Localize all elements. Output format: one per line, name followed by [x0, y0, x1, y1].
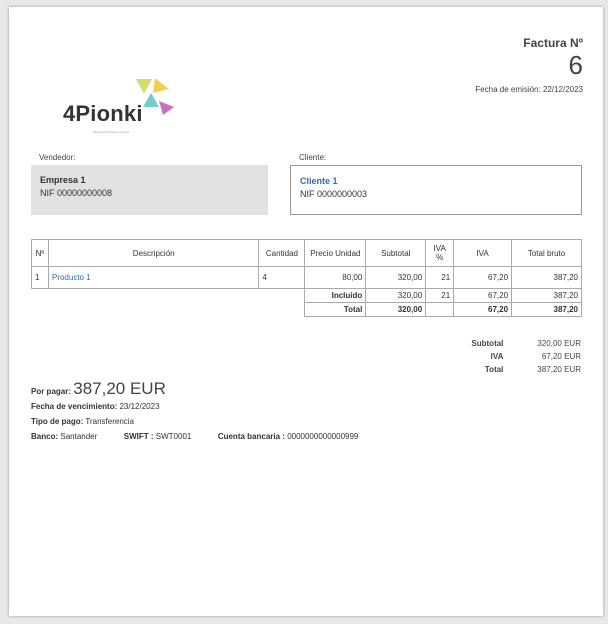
issue-date-value: 22/12/2023 [542, 85, 583, 94]
included-gross: 387,20 [512, 289, 582, 303]
seller-nif: NIF 00000000008 [40, 188, 113, 198]
seller-name: Empresa 1 [40, 175, 86, 185]
product-link[interactable]: Producto 1 [48, 267, 258, 289]
summary-vat-label: IVA [490, 352, 504, 361]
invoice-label: Factura Nº [523, 36, 583, 50]
summary-vat: 67,20 EUR [541, 352, 581, 361]
row-vat-pct: 21 [426, 267, 454, 289]
payment-type [31, 414, 358, 429]
included-row [32, 289, 582, 303]
payment-type-value: Transferencia [85, 417, 134, 426]
amount-due-label: Por pagar: [31, 387, 72, 396]
invoice-page [9, 7, 603, 616]
summary-subtotal: 320,00 EUR [537, 339, 581, 348]
payment-info [31, 381, 358, 444]
table-row [32, 267, 582, 289]
row-quantity: 4 [259, 267, 305, 289]
seller-box [31, 165, 268, 215]
included-label: Incluido [305, 289, 366, 303]
total-row [32, 303, 582, 317]
row-number: 1 [32, 267, 49, 289]
invoice-header [475, 36, 583, 94]
due-date-value: 23/12/2023 [119, 402, 160, 411]
bank-details [31, 429, 358, 444]
included-subtotal: 320,00 [366, 289, 426, 303]
row-unit-price: 80,00 [305, 267, 366, 289]
row-subtotal: 320,00 [366, 267, 426, 289]
included-vat: 67,20 [454, 289, 512, 303]
client-label: Cliente: [299, 153, 327, 162]
row-vat: 67,20 [454, 267, 512, 289]
column-header: IVA [454, 240, 512, 267]
issue-date-label: Fecha de emisión: [475, 85, 541, 94]
bank-label: Banco: [31, 432, 59, 441]
totals-summary [471, 337, 581, 376]
amount-due [31, 381, 358, 399]
logo-tagline: Mega technologie voorleed [93, 130, 130, 134]
total-vat: 67,20 [454, 303, 512, 317]
summary-total: 387,20 EUR [537, 365, 581, 374]
summary-subtotal-label: Subtotal [471, 339, 504, 348]
swift-label: SWIFT : [123, 432, 154, 441]
total-subtotal: 320,00 [366, 303, 426, 317]
items-table [31, 239, 582, 317]
account-label: Cuenta bancaria : [217, 432, 285, 441]
swift-value: SWT0001 [155, 432, 192, 441]
row-gross: 387,20 [512, 267, 582, 289]
company-logo [63, 77, 183, 137]
due-date-label: Fecha de vencimiento: [31, 402, 118, 411]
total-label: Total [305, 303, 366, 317]
logo-text: 4Pionki [63, 101, 143, 126]
seller-label: Vendedor: [39, 153, 76, 162]
column-header: Cantidad [259, 240, 305, 267]
total-gross: 387,20 [512, 303, 582, 317]
payment-type-label: Tipo de pago: [31, 417, 84, 426]
client-name[interactable]: Cliente 1 [300, 176, 338, 186]
table-header-row [32, 240, 582, 267]
due-date [31, 399, 358, 414]
column-header: IVA % [426, 240, 454, 267]
amount-due-value: 387,20 EUR [73, 379, 166, 398]
column-header: Precio Unidad [305, 240, 366, 267]
issue-date [475, 85, 583, 94]
bank-value: Santander [60, 432, 98, 441]
summary-total-label: Total [484, 365, 504, 374]
client-box [290, 165, 582, 215]
account-value: 0000000000000999 [287, 432, 359, 441]
column-header: Subtotal [366, 240, 426, 267]
included-vat-pct: 21 [426, 289, 454, 303]
invoice-number: 6 [568, 50, 583, 80]
column-header: Nº [32, 240, 49, 267]
column-header: Descripción [48, 240, 258, 267]
client-nif: NIF 0000000003 [300, 189, 368, 199]
column-header: Total bruto [512, 240, 582, 267]
